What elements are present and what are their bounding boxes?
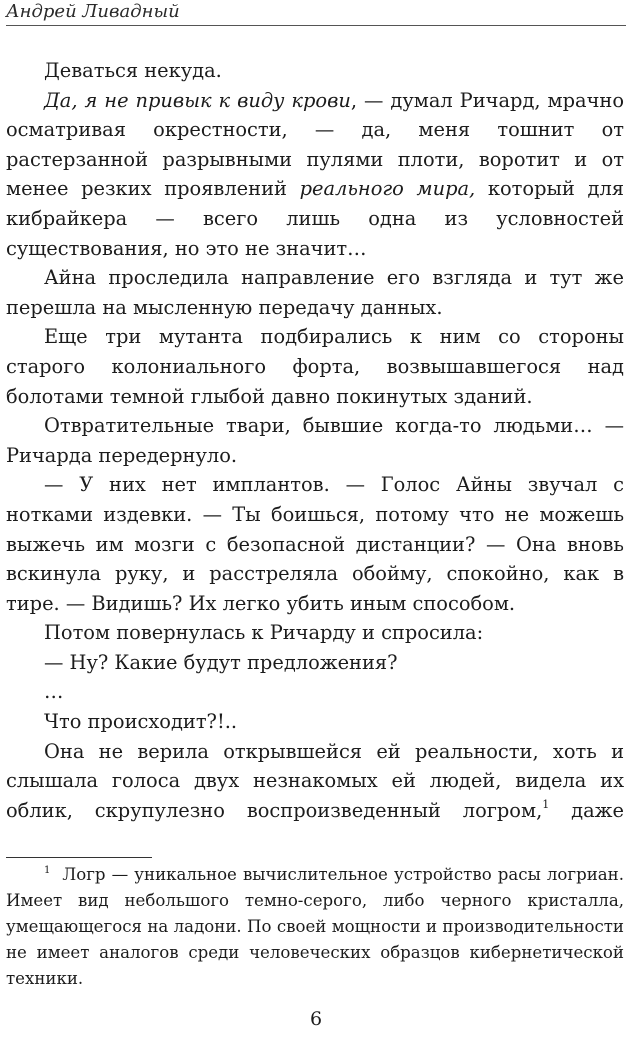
paragraph-text: Она не верила открывшейся ей реальности, хоть и слышала голоса двух незнакомых ей людей, видела их облик, скрупулезно воспроизведенный логром, [6, 739, 624, 822]
paragraph [6, 707, 624, 737]
header-rule [6, 25, 626, 26]
paragraph [6, 86, 624, 264]
paragraph [6, 737, 624, 826]
running-head-author: Андрей Ливадный [6, 1, 180, 22]
footnote [6, 862, 624, 992]
paragraph-text: Еще три мутанта подбирались к ним со стороны старого колониального форта, возвышавшегося над болотами темной глыбой давно покинутых зданий. [6, 325, 624, 408]
paragraph-text: Что происходит?!.. [44, 710, 238, 734]
paragraph-text: — Ну? Какие будут предложения? [44, 650, 398, 674]
paragraph [6, 470, 624, 618]
paragraph [6, 677, 624, 707]
body-text [6, 56, 624, 825]
paragraph-text: который для кибрайкера — всего лишь одна из условностей существования, но это не значит… [6, 177, 624, 260]
paragraph-text: Потом повернулась к Ричарду и спросила: [44, 621, 484, 645]
page-number: 6 [309, 1008, 323, 1030]
paragraph-text: даже [549, 798, 624, 822]
paragraph [6, 263, 624, 322]
footnote-reference[interactable]: 1 [542, 797, 550, 811]
paragraph [6, 322, 624, 411]
footnote-rule [6, 857, 152, 858]
paragraph [6, 618, 624, 648]
paragraph-text: — У них нет имплантов. — Голос Айны звучал с нотками издевки. — Ты боишься, потому что не можешь выжечь им мозги с безопасной дистанции? — Она вновь вскинула руку, и расстреляла обойму, спокойно, как в тире. — Видишь? Их легко убить иным способом. [6, 473, 624, 615]
italic-phrase: реального мира, [299, 177, 476, 201]
footnote-text: Логр — уникальное вычислительное устройство расы логриан. Имеет вид небольшого темно-серого, либо черного кристалла, умещающегося на ладони. По своей мощности и производительности не имеет аналогов среди человеческих образцов кибернетической техники. [6, 865, 624, 988]
italic-thought: Да, я не привык к виду крови [44, 88, 351, 112]
paragraph [6, 648, 624, 678]
footnote-marker: 1 [44, 865, 51, 876]
paragraph-text: … [44, 680, 64, 704]
paragraph-text: Деваться некуда. [44, 59, 222, 82]
paragraph-text: , — думал Ричард, мрачно осматривая окрестности, — да, меня тошнит от растерзанной разрывными пулями плоти, воротит и от менее резких проявлений [6, 88, 624, 201]
paragraph-text: Отвратительные твари, бывшие когда-то людьми… — Ричарда передернуло. [6, 414, 624, 467]
paragraph [6, 56, 624, 86]
paragraph [6, 411, 624, 470]
paragraph-text: Айна проследила направление его взгляда и тут же перешла на мысленную передачу данных. [6, 266, 624, 319]
